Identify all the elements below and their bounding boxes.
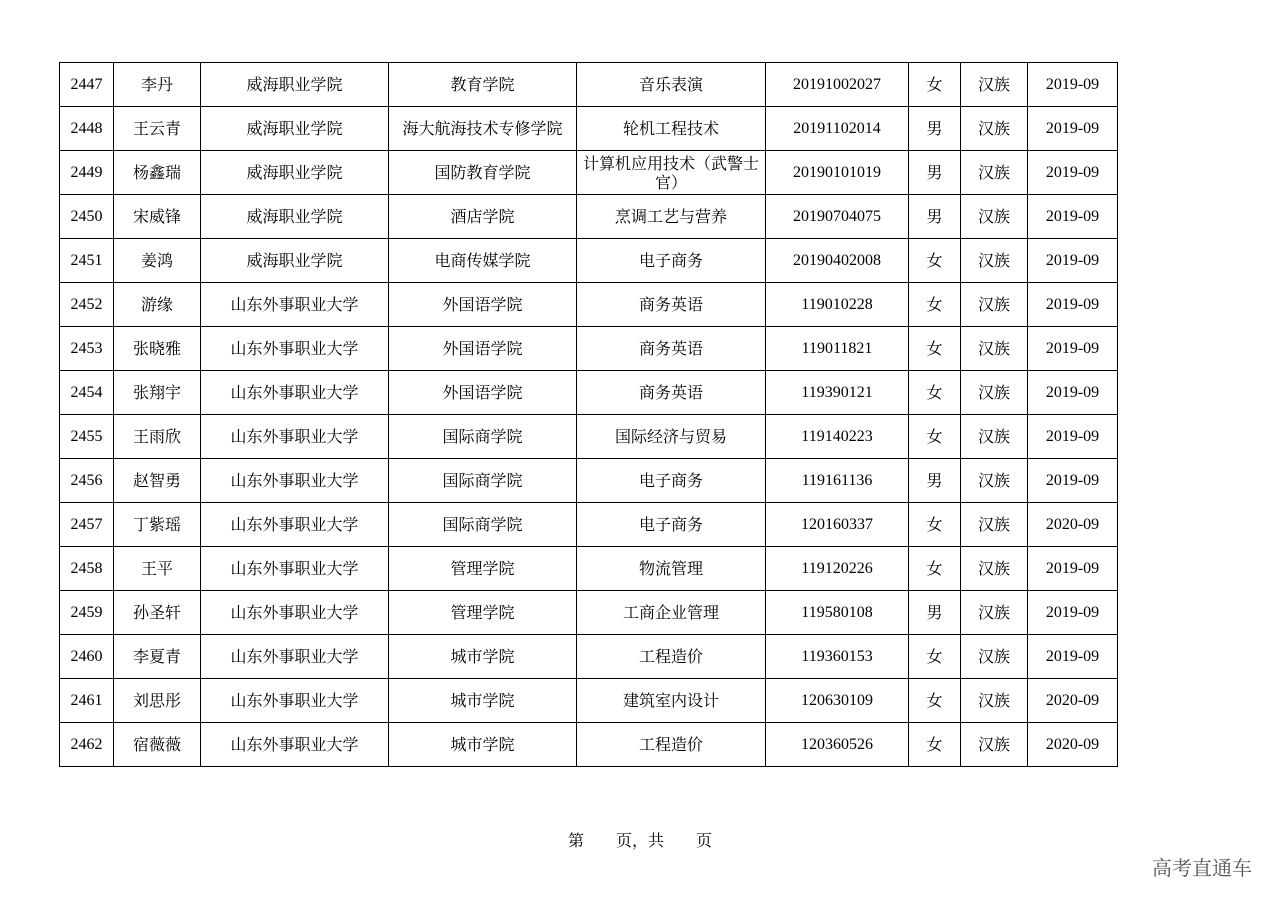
cell-school: 威海职业学院 xyxy=(201,107,389,151)
cell-seq-no: 2452 xyxy=(60,283,114,327)
cell-name: 姜鸿 xyxy=(114,239,201,283)
cell-name: 张翔宇 xyxy=(114,371,201,415)
roster-body xyxy=(60,63,1118,767)
watermark: 高考直通车 xyxy=(1152,856,1252,880)
cell-major: 轮机工程技术 xyxy=(577,107,766,151)
cell-major: 物流管理 xyxy=(577,547,766,591)
cell-major: 工程造价 xyxy=(577,635,766,679)
cell-enroll-date: 2019-09 xyxy=(1028,371,1118,415)
cell-college: 海大航海技术专修学院 xyxy=(389,107,577,151)
table-row xyxy=(60,679,1118,723)
cell-student-id: 119360153 xyxy=(766,635,909,679)
cell-ethnicity: 汉族 xyxy=(961,107,1028,151)
cell-student-id: 120160337 xyxy=(766,503,909,547)
cell-college: 国际商学院 xyxy=(389,459,577,503)
cell-school: 山东外事职业大学 xyxy=(201,503,389,547)
cell-enroll-date: 2020-09 xyxy=(1028,723,1118,767)
cell-enroll-date: 2019-09 xyxy=(1028,415,1118,459)
cell-gender: 女 xyxy=(909,415,961,459)
table-row xyxy=(60,723,1118,767)
cell-school: 山东外事职业大学 xyxy=(201,723,389,767)
cell-seq-no: 2460 xyxy=(60,635,114,679)
cell-student-id: 20191002027 xyxy=(766,63,909,107)
cell-ethnicity: 汉族 xyxy=(961,151,1028,195)
cell-seq-no: 2455 xyxy=(60,415,114,459)
cell-name: 宿薇薇 xyxy=(114,723,201,767)
cell-enroll-date: 2019-09 xyxy=(1028,63,1118,107)
cell-name: 赵智勇 xyxy=(114,459,201,503)
cell-ethnicity: 汉族 xyxy=(961,195,1028,239)
cell-major: 电子商务 xyxy=(577,459,766,503)
cell-enroll-date: 2019-09 xyxy=(1028,459,1118,503)
cell-gender: 女 xyxy=(909,371,961,415)
cell-enroll-date: 2019-09 xyxy=(1028,547,1118,591)
cell-name: 宋威锋 xyxy=(114,195,201,239)
cell-college: 城市学院 xyxy=(389,723,577,767)
cell-major: 商务英语 xyxy=(577,371,766,415)
cell-name: 王雨欣 xyxy=(114,415,201,459)
cell-enroll-date: 2019-09 xyxy=(1028,283,1118,327)
cell-school: 山东外事职业大学 xyxy=(201,459,389,503)
cell-gender: 女 xyxy=(909,547,961,591)
cell-student-id: 20191102014 xyxy=(766,107,909,151)
cell-ethnicity: 汉族 xyxy=(961,283,1028,327)
cell-ethnicity: 汉族 xyxy=(961,415,1028,459)
cell-name: 李夏青 xyxy=(114,635,201,679)
cell-gender: 女 xyxy=(909,635,961,679)
cell-student-id: 119140223 xyxy=(766,415,909,459)
cell-major: 商务英语 xyxy=(577,283,766,327)
cell-ethnicity: 汉族 xyxy=(961,591,1028,635)
cell-college: 电商传媒学院 xyxy=(389,239,577,283)
cell-seq-no: 2448 xyxy=(60,107,114,151)
cell-ethnicity: 汉族 xyxy=(961,679,1028,723)
table-row xyxy=(60,239,1118,283)
cell-seq-no: 2454 xyxy=(60,371,114,415)
cell-gender: 女 xyxy=(909,723,961,767)
table-row xyxy=(60,63,1118,107)
cell-student-id: 119120226 xyxy=(766,547,909,591)
cell-seq-no: 2451 xyxy=(60,239,114,283)
cell-seq-no: 2459 xyxy=(60,591,114,635)
cell-school: 威海职业学院 xyxy=(201,239,389,283)
cell-school: 山东外事职业大学 xyxy=(201,415,389,459)
cell-enroll-date: 2019-09 xyxy=(1028,195,1118,239)
table-row xyxy=(60,327,1118,371)
cell-enroll-date: 2020-09 xyxy=(1028,679,1118,723)
cell-seq-no: 2462 xyxy=(60,723,114,767)
cell-gender: 男 xyxy=(909,151,961,195)
cell-name: 杨鑫瑞 xyxy=(114,151,201,195)
cell-major: 商务英语 xyxy=(577,327,766,371)
cell-seq-no: 2456 xyxy=(60,459,114,503)
cell-ethnicity: 汉族 xyxy=(961,503,1028,547)
cell-student-id: 119161136 xyxy=(766,459,909,503)
cell-major: 烹调工艺与营养 xyxy=(577,195,766,239)
cell-ethnicity: 汉族 xyxy=(961,635,1028,679)
cell-student-id: 119010228 xyxy=(766,283,909,327)
cell-enroll-date: 2019-09 xyxy=(1028,591,1118,635)
cell-seq-no: 2458 xyxy=(60,547,114,591)
cell-major: 工商企业管理 xyxy=(577,591,766,635)
table-row xyxy=(60,107,1118,151)
cell-name: 孙圣轩 xyxy=(114,591,201,635)
cell-student-id: 119390121 xyxy=(766,371,909,415)
cell-gender: 女 xyxy=(909,239,961,283)
cell-school: 山东外事职业大学 xyxy=(201,283,389,327)
cell-name: 刘思彤 xyxy=(114,679,201,723)
table-row xyxy=(60,283,1118,327)
table-row xyxy=(60,195,1118,239)
cell-college: 外国语学院 xyxy=(389,371,577,415)
cell-gender: 女 xyxy=(909,283,961,327)
cell-gender: 女 xyxy=(909,327,961,371)
cell-major: 工程造价 xyxy=(577,723,766,767)
cell-enroll-date: 2019-09 xyxy=(1028,151,1118,195)
table-row xyxy=(60,503,1118,547)
table-row xyxy=(60,591,1118,635)
cell-seq-no: 2450 xyxy=(60,195,114,239)
cell-major: 建筑室内设计 xyxy=(577,679,766,723)
cell-student-id: 120630109 xyxy=(766,679,909,723)
cell-college: 外国语学院 xyxy=(389,283,577,327)
cell-gender: 女 xyxy=(909,679,961,723)
cell-college: 国际商学院 xyxy=(389,503,577,547)
cell-seq-no: 2449 xyxy=(60,151,114,195)
cell-school: 威海职业学院 xyxy=(201,151,389,195)
table-row xyxy=(60,459,1118,503)
cell-seq-no: 2457 xyxy=(60,503,114,547)
cell-enroll-date: 2019-09 xyxy=(1028,327,1118,371)
cell-college: 国防教育学院 xyxy=(389,151,577,195)
cell-ethnicity: 汉族 xyxy=(961,723,1028,767)
cell-ethnicity: 汉族 xyxy=(961,371,1028,415)
cell-school: 山东外事职业大学 xyxy=(201,635,389,679)
cell-college: 外国语学院 xyxy=(389,327,577,371)
cell-college: 国际商学院 xyxy=(389,415,577,459)
cell-name: 游缘 xyxy=(114,283,201,327)
page-footer xyxy=(0,828,1280,851)
cell-major: 电子商务 xyxy=(577,239,766,283)
table-row xyxy=(60,371,1118,415)
cell-enroll-date: 2020-09 xyxy=(1028,503,1118,547)
cell-student-id: 20190704075 xyxy=(766,195,909,239)
cell-college: 城市学院 xyxy=(389,635,577,679)
cell-ethnicity: 汉族 xyxy=(961,459,1028,503)
cell-ethnicity: 汉族 xyxy=(961,63,1028,107)
table-row xyxy=(60,635,1118,679)
cell-student-id: 120360526 xyxy=(766,723,909,767)
cell-college: 酒店学院 xyxy=(389,195,577,239)
cell-gender: 女 xyxy=(909,63,961,107)
footer-page-end: 页 xyxy=(696,831,713,850)
cell-student-id: 20190402008 xyxy=(766,239,909,283)
cell-school: 山东外事职业大学 xyxy=(201,679,389,723)
cell-major: 计算机应用技术（武警士官） xyxy=(577,151,766,195)
cell-ethnicity: 汉族 xyxy=(961,239,1028,283)
table-row xyxy=(60,547,1118,591)
table-row xyxy=(60,415,1118,459)
cell-school: 威海职业学院 xyxy=(201,195,389,239)
cell-gender: 男 xyxy=(909,591,961,635)
cell-seq-no: 2453 xyxy=(60,327,114,371)
cell-gender: 男 xyxy=(909,195,961,239)
cell-name: 李丹 xyxy=(114,63,201,107)
cell-name: 张晓雅 xyxy=(114,327,201,371)
cell-seq-no: 2447 xyxy=(60,63,114,107)
cell-ethnicity: 汉族 xyxy=(961,327,1028,371)
cell-major: 音乐表演 xyxy=(577,63,766,107)
cell-name: 王云青 xyxy=(114,107,201,151)
cell-gender: 男 xyxy=(909,459,961,503)
cell-name: 丁紫瑶 xyxy=(114,503,201,547)
cell-seq-no: 2461 xyxy=(60,679,114,723)
cell-enroll-date: 2019-09 xyxy=(1028,107,1118,151)
cell-gender: 女 xyxy=(909,503,961,547)
cell-college: 城市学院 xyxy=(389,679,577,723)
cell-student-id: 119580108 xyxy=(766,591,909,635)
cell-enroll-date: 2019-09 xyxy=(1028,635,1118,679)
student-roster-table xyxy=(59,62,1118,767)
cell-enroll-date: 2019-09 xyxy=(1028,239,1118,283)
cell-school: 山东外事职业大学 xyxy=(201,547,389,591)
cell-college: 管理学院 xyxy=(389,547,577,591)
cell-name: 王平 xyxy=(114,547,201,591)
cell-school: 山东外事职业大学 xyxy=(201,591,389,635)
cell-student-id: 119011821 xyxy=(766,327,909,371)
cell-school: 山东外事职业大学 xyxy=(201,371,389,415)
cell-major: 国际经济与贸易 xyxy=(577,415,766,459)
cell-school: 山东外事职业大学 xyxy=(201,327,389,371)
cell-college: 教育学院 xyxy=(389,63,577,107)
cell-gender: 男 xyxy=(909,107,961,151)
cell-college: 管理学院 xyxy=(389,591,577,635)
cell-student-id: 20190101019 xyxy=(766,151,909,195)
footer-page-label: 第 xyxy=(567,831,584,850)
cell-major: 电子商务 xyxy=(577,503,766,547)
cell-school: 威海职业学院 xyxy=(201,63,389,107)
table-row xyxy=(60,151,1118,195)
cell-ethnicity: 汉族 xyxy=(961,547,1028,591)
footer-page-middle: 页，共 xyxy=(615,831,664,850)
